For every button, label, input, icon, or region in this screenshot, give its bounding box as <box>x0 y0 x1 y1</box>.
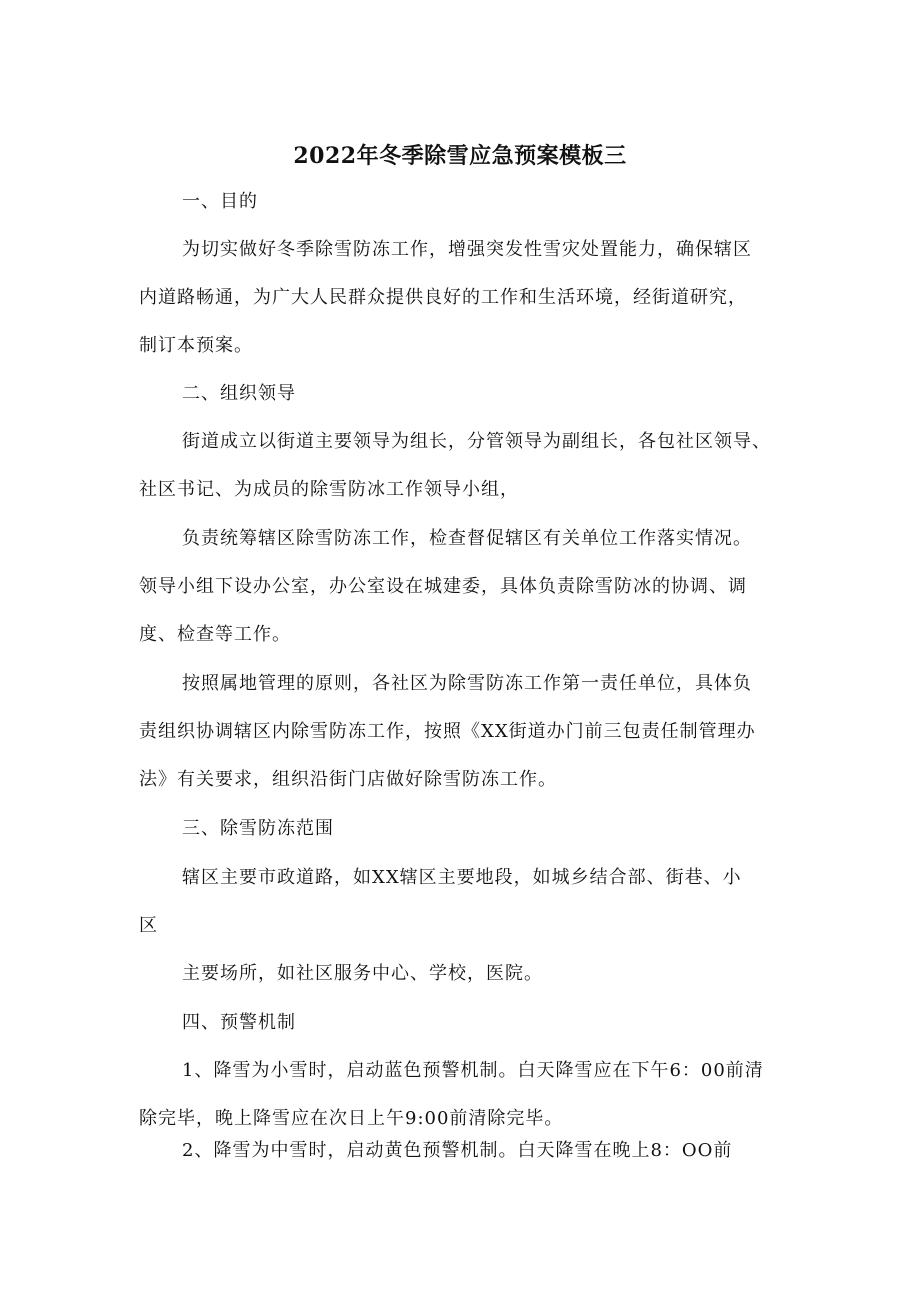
paragraph-line: 主要场所，如社区服务中心、学校，医院。 <box>182 963 543 984</box>
paragraph-line: 度、检查等工作。 <box>139 624 291 645</box>
paragraph-line: 1、降雪为小雪时，启动蓝色预警机制。白天降雪应在下午6：00前清 <box>182 1060 764 1081</box>
paragraph-line: 责组织协调辖区内除雪防冻工作，按照《XX街道办门前三包责任制管理办 <box>139 721 756 742</box>
paragraph-line: 法》有关要求，组织沿街门店做好除雪防冻工作。 <box>139 769 557 790</box>
paragraph-line: 社区书记、为成员的除雪防冰工作领导小组， <box>139 479 519 500</box>
paragraph-line: 街道成立以街道主要领导为组长，分管领导为副组长，各包社区领导、 <box>182 431 771 452</box>
paragraph-line: 为切实做好冬季除雪防冻工作，增强突发性雪灾处置能力，确保辖区 <box>182 239 752 260</box>
paragraph-line: 制订本预案。 <box>139 335 253 356</box>
paragraph-line: 区 <box>139 915 158 936</box>
section-heading-leadership: 二、组织领导 <box>182 383 296 404</box>
paragraph-line: 内道路畅通，为广大人民群众提供良好的工作和生活环境，经街道研究， <box>139 287 747 308</box>
document-title: 2022年冬季除雪应急预案模板三 <box>293 143 627 169</box>
paragraph-line: 2、降雪为中雪时，启动黄色预警机制。白天降雪在晚上8：OO前 <box>182 1140 733 1161</box>
paragraph-line: 领导小组下设办公室，办公室设在城建委，具体负责除雪防冰的协调、调 <box>139 576 747 597</box>
section-heading-scope: 三、除雪防冻范围 <box>182 818 334 839</box>
paragraph-line: 辖区主要市政道路，如XX辖区主要地段，如城乡结合部、街巷、小 <box>182 867 742 888</box>
paragraph-line: 负责统筹辖区除雪防冻工作，检查督促辖区有关单位工作落实情况。 <box>182 528 752 549</box>
paragraph-line: 除完毕，晚上降雪应在次日上午9:00前清除完毕。 <box>139 1108 564 1129</box>
section-heading-purpose: 一、目的 <box>182 191 258 212</box>
section-heading-warning: 四、预警机制 <box>182 1012 296 1033</box>
paragraph-line: 按照属地管理的原则，各社区为除雪防冻工作第一责任单位，具体负 <box>182 673 752 694</box>
